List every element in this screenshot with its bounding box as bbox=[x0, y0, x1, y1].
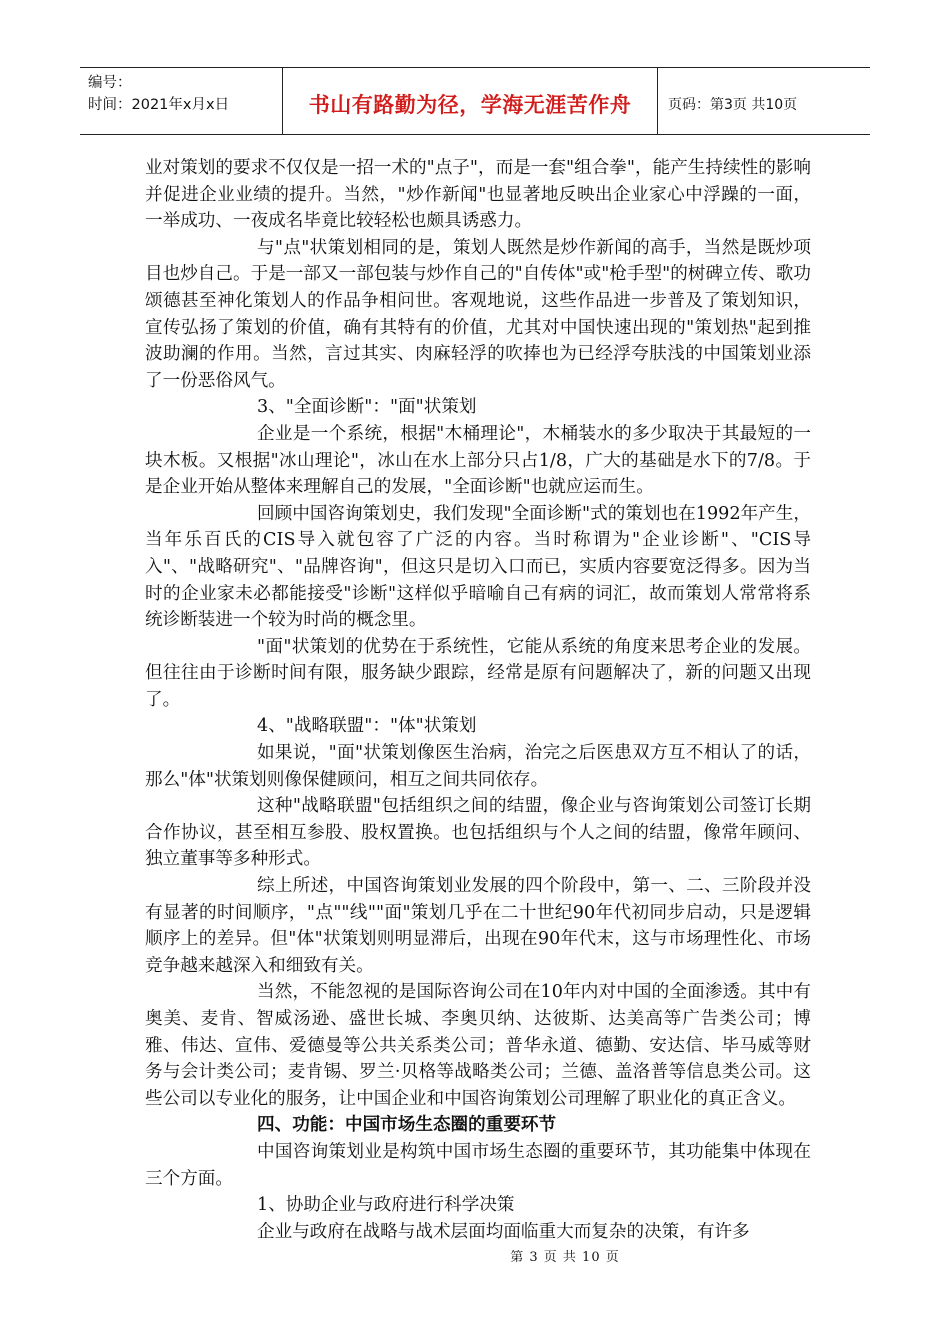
page-footer: 第 3 页 共 10 页 bbox=[510, 1250, 620, 1265]
paragraph: 中国咨询策划业是构筑中国市场生态圈的重要环节，其功能集中体现在三个方面。 bbox=[145, 1141, 811, 1189]
paragraph: 回顾中国咨询策划史，我们发现"全面诊断"式的策划也在1992年产生，当年乐百氏的CIS导入就包容了广泛的内容。当时称谓为"企业诊断"、"CIS导入"、"战略研究"、"品牌咨询"，但这只是切入口而已，实质内容要宽泛得多。因为当时的企业家未必都能接受"诊断"这样似乎暗喻自己有病的词汇，故而策划人常常将系统诊断装进一个较为时尚的概念里。 bbox=[145, 503, 811, 631]
paragraph: 企业与政府在战略与战术层面均面临重大而复杂的决策，有许多 bbox=[257, 1221, 750, 1242]
paragraph: 3、"全面诊断"："面"状策划 bbox=[257, 397, 477, 418]
paragraph: 1、协助企业与政府进行科学决策 bbox=[257, 1195, 515, 1216]
paragraph: 当然，不能忽视的是国际咨询公司在10年内对中国的全面渗透。其中有奥美、麦肯、智威汤逊、盛世长城、李奥贝纳、达彼斯、达美高等广告类公司；博雅、伟达、宣伟、爱德曼等公共关系类公司；普华永道、德勤、安达信、毕马威等财务与会计类公司；麦肯锡、罗兰·贝格等战略类公司；兰德、盖洛普等信息类公司。这些公司以专业化的服务，让中国企业和中国咨询策划公司理解了职业化的真正含义。 bbox=[145, 982, 811, 1109]
section-heading: 四、功能：中国市场生态圈的重要环节 bbox=[257, 1115, 557, 1136]
paragraph: "面"状策划的优势在于系统性，它能从系统的角度来思考企业的发展。但往往由于诊断时间有限，服务缺少跟踪，经常是原有问题解决了，新的问题又出现了。 bbox=[145, 636, 811, 710]
paragraph: 这种"战略联盟"包括组织之间的结盟，像企业与咨询策划公司签订长期合作协议，甚至相互参股、股权置换。也包括组织与个人之间的结盟，像常年顾问、独立董事等多种形式。 bbox=[145, 796, 811, 870]
header-page-info: 页码：第3页 共10页 bbox=[668, 97, 798, 113]
header-motto: 书山有路勤为径，学海无涯苦作舟 bbox=[282, 68, 658, 134]
paragraph: 如果说，"面"状策划像医生治病，治完之后医患双方互不相认了的话，那么"体"状策划则像保健顾问，相互之间共同依存。 bbox=[145, 743, 811, 790]
paragraph: 业对策划的要求不仅仅是一招一术的"点子"，而是一套"组合拳"，能产生持续性的影响并促进企业业绩的提升。当然，"炒作新闻"也显著地反映出企业家心中浮躁的一面，一举成功、一夜成名毕竟比较轻松也颇具诱惑力。 bbox=[145, 158, 811, 232]
serial-label: 编号： bbox=[88, 75, 132, 91]
paragraph: 企业是一个系统，根据"木桶理论"，木桶装水的多少取决于其最短的一块木板。又根据"冰山理论"，冰山在水上部分只占1/8，广大的基础是水下的7/8。于是企业开始从整体来理解自己的发展，"全面诊断"也就应运而生。 bbox=[145, 423, 811, 498]
paragraph: 与"点"状策划相同的是，策划人既然是炒作新闻的高手，当然是既炒项目也炒自己。于是一部又一部包装与炒作自己的"自传体"或"枪手型"的树碑立传、歌功颂德甚至神化策划人的作品争相问世。客观地说，这些作品进一步普及了策划知识，宣传弘扬了策划的价值，确有其特有的价值，尤其对中国快速出现的"策划热"起到推波助澜的作用。当然，言过其实、肉麻轻浮的吹捧也为已经浮夸肤浅的中国策划业添了一份恶俗风气。 bbox=[145, 237, 811, 391]
document-body bbox=[145, 155, 811, 1245]
page-header bbox=[80, 67, 870, 135]
paragraph: 综上所述，中国咨询策划业发展的四个阶段中，第一、二、三阶段并没有显著的时间顺序，"点""线""面"策划几乎在二十世纪90年代初同步启动，只是逻辑顺序上的差异。但"体"状策划则明显滞后，出现在90年代末，这与市场理性化、市场竞争越来越深入和细致有关。 bbox=[145, 876, 811, 976]
time-label: 时间：2021年x月x日 bbox=[88, 97, 230, 113]
header-meta bbox=[80, 68, 282, 134]
paragraph: 4、"战略联盟"："体"状策划 bbox=[257, 716, 477, 737]
